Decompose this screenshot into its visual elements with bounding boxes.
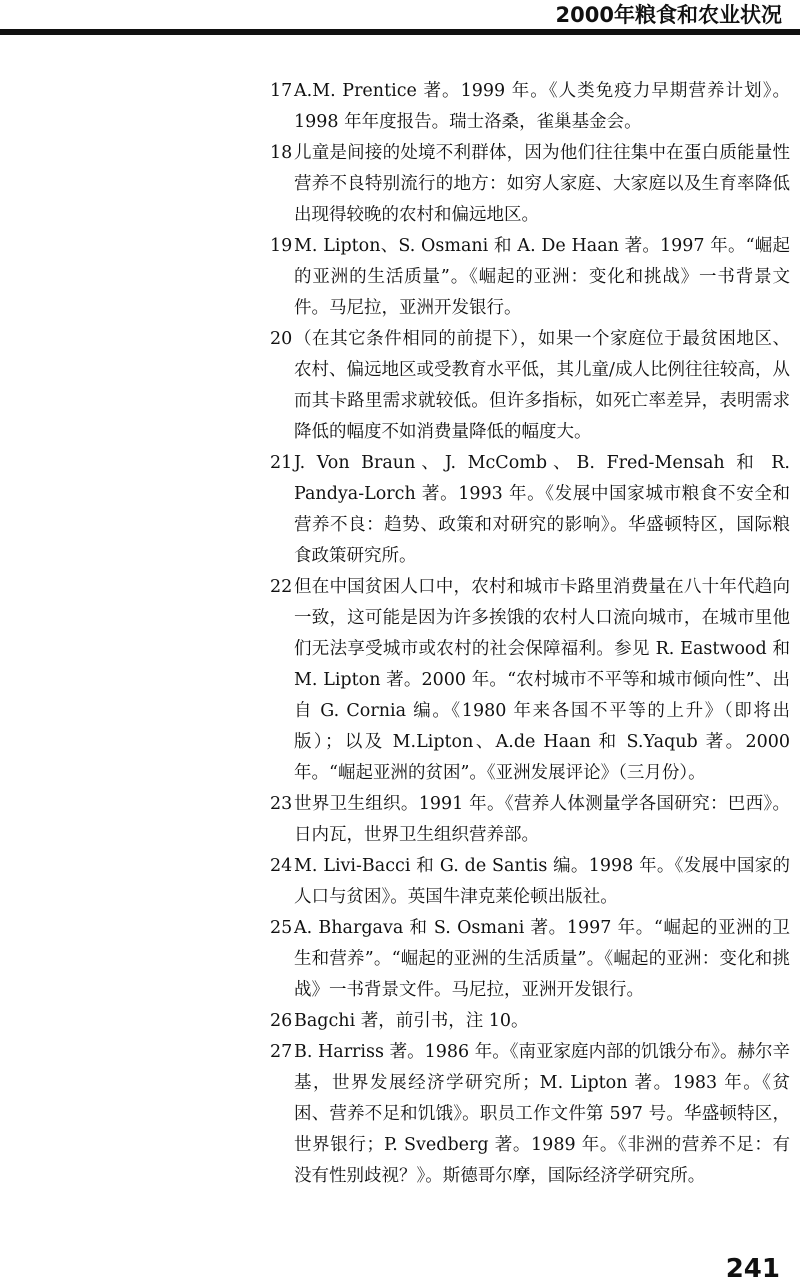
- note-number: 19: [270, 236, 293, 256]
- note-text: B. Harriss 著。1986 年。《南亚家庭内部的饥饿分布》。赫尔辛基，世界发展经济学研究所；M. Lipton 著。1983 年。《贫困、营养不足和饥饿》。职员工作文件第 597 号。华盛顿特区，世界银行；P. Svedberg 著。1989 年。《非洲的营养不足：有没有性别歧视？》。斯德哥尔摩，国际经济学研究所。: [294, 1042, 790, 1186]
- note-number: 22: [270, 577, 293, 597]
- note-19: [270, 231, 790, 324]
- running-head: 2000年粮食和农业状况: [555, 3, 782, 27]
- note-23: [270, 789, 790, 851]
- note-text: J. Von Braun、J. McComb、B. Fred-Mensah 和 R. Pandya-Lorch 著。1993 年。《发展中国家城市粮食不安全和营养不良：趋势、政策和对研究的影响》。华盛顿特区，国际粮食政策研究所。: [294, 453, 790, 566]
- note-number: 23: [270, 794, 293, 814]
- note-number: 21: [270, 453, 293, 473]
- header-rule: [0, 29, 800, 35]
- note-text: 世界卫生组织。1991 年。《营养人体测量学各国研究：巴西》。日内瓦，世界卫生组织营养部。: [294, 794, 790, 845]
- note-text: 但在中国贫困人口中，农村和城市卡路里消费量在八十年代趋向一致，这可能是因为许多挨饿的农村人口流向城市，在城市里他们无法享受城市或农村的社会保障福利。参见 R. Eastwood 和 M. Lipton 著。2000 年。“农村城市不平等和城市倾向性”、出自 G. Cornia 编。《1980 年来各国不平等的上升》（即将出版）；以及 M.Lipton、A.de Haan 和 S.Yaqub 著。2000 年。“崛起亚洲的贫困”。《亚洲发展评论》（三月份）。: [294, 577, 790, 783]
- note-25: [270, 913, 790, 1006]
- note-text: （在其它条件相同的前提下），如果一个家庭位于最贫困地区、农村、偏远地区或受教育水平低，其儿童/成人比例往往较高，从而其卡路里需求就较低。但许多指标，如死亡率差异，表明需求降低的幅度不如消费量降低的幅度大。: [294, 329, 790, 442]
- note-27: [270, 1037, 790, 1192]
- note-number: 24: [270, 856, 293, 876]
- note-number: 25: [270, 918, 293, 938]
- note-20: [270, 324, 790, 448]
- note-number: 18: [270, 143, 293, 163]
- note-26: [270, 1006, 790, 1037]
- note-17: [270, 76, 790, 138]
- note-text: M. Livi-Bacci 和 G. de Santis 编。1998 年。《发展中国家的人口与贫困》。英国牛津克莱伦顿出版社。: [294, 856, 790, 907]
- note-text: 儿童是间接的处境不利群体，因为他们往往集中在蛋白质能量性营养不良特别流行的地方：如穷人家庭、大家庭以及生育率降低出现得较晚的农村和偏远地区。: [294, 143, 790, 225]
- note-text: Bagchi 著，前引书，注 10。: [294, 1011, 529, 1031]
- page-number: 241: [725, 1254, 780, 1284]
- note-number: 20: [270, 329, 293, 349]
- note-21: [270, 448, 790, 572]
- note-text: M. Lipton、S. Osmani 和 A. De Haan 著。1997 年。“崛起的亚洲的生活质量”。《崛起的亚洲：变化和挑战》一书背景文件。马尼拉，亚洲开发银行。: [294, 236, 790, 318]
- note-number: 26: [270, 1011, 293, 1031]
- note-18: [270, 138, 790, 231]
- note-24: [270, 851, 790, 913]
- note-text: A. Bhargava 和 S. Osmani 著。1997 年。“崛起的亚洲的卫生和营养”。“崛起的亚洲的生活质量”。《崛起的亚洲：变化和挑战》一书背景文件。马尼拉，亚洲开发银行。: [294, 918, 790, 1000]
- note-number: 27: [270, 1042, 293, 1062]
- note-number: 17: [270, 81, 293, 101]
- note-text: A.M. Prentice 著。1999 年。《人类免疫力早期营养计划》。1998 年年度报告。瑞士洛桑，雀巢基金会。: [294, 81, 790, 132]
- note-22: [270, 572, 790, 789]
- notes-list: [270, 76, 790, 1192]
